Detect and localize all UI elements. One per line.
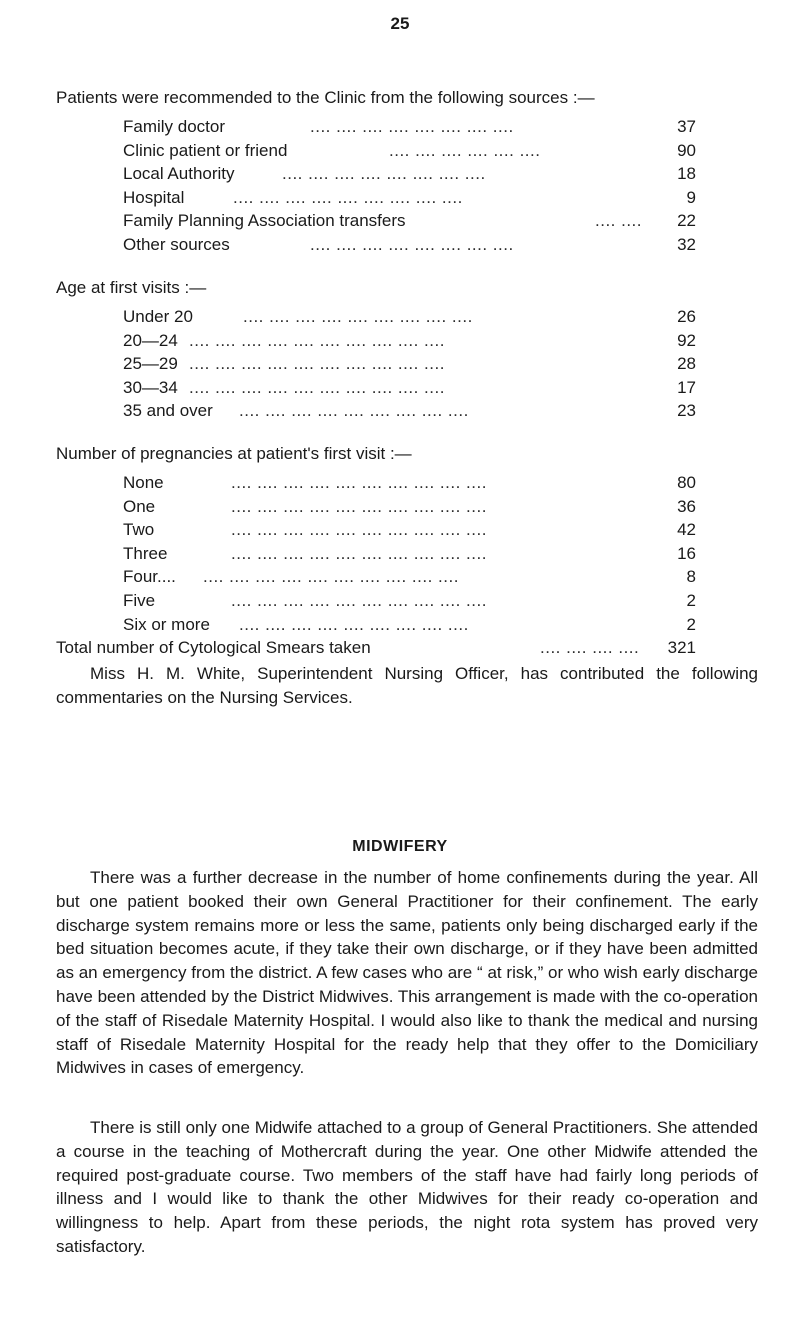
list-item xyxy=(0,353,800,375)
leader-dots: .... .... .... .... .... .... .... .... .... .... xyxy=(231,496,487,516)
list-item xyxy=(0,400,800,422)
item-label: Clinic patient or friend xyxy=(123,140,288,160)
page-number: 25 xyxy=(390,14,410,33)
list-item xyxy=(0,472,800,494)
age-at-first-visit-heading: Age at first visits :— xyxy=(56,278,207,297)
list-item xyxy=(0,234,800,256)
leader-dots: .... .... .... .... .... .... .... .... .... .... xyxy=(231,520,487,540)
commentary-intro: Miss H. M. White, Superintendent Nursing Officer, has contributed the following commentaries on the Nursing Services. xyxy=(56,664,758,707)
leader-dots: .... .... .... .... .... .... .... .... xyxy=(282,164,486,184)
leader-dots: .... .... .... .... .... .... .... .... .... .... xyxy=(231,473,487,492)
item-value: 17 xyxy=(677,377,696,397)
leader-dots: .... .... .... .... .... .... .... .... .... .... xyxy=(231,591,487,610)
item-value: 28 xyxy=(677,354,696,374)
item-label: Five xyxy=(123,591,156,610)
list-item xyxy=(0,210,800,232)
item-value: 16 xyxy=(677,543,696,563)
item-value: 42 xyxy=(677,520,696,540)
list-item xyxy=(0,306,800,328)
midwifery-heading: MIDWIFERY xyxy=(352,838,448,855)
leader-dots: .... .... .... .... .... .... .... .... xyxy=(310,117,514,136)
list-item xyxy=(0,566,800,588)
item-value: 8 xyxy=(686,567,696,587)
midwifery-paragraph-2: There is still only one Midwife attached to a group of General Practitioners. She attended a course in the teaching of Mothercraft during the year. One other Midwife attended the required post-graduate course. Two members of the staff have had fairly long periods of illness and I would like to thank the other Midwives for their ready co-operation and willingness to help. Apart from these periods, the night rota system has proved very satisfactory. xyxy=(56,1118,758,1256)
item-label: Under 20 xyxy=(123,307,193,326)
leader-dots: .... .... .... .... .... .... .... .... .... .... xyxy=(189,377,445,397)
item-value: 80 xyxy=(677,473,696,492)
leader-dots: .... .... .... .... .... .... .... .... .... .... xyxy=(189,354,445,374)
item-label: Six or more xyxy=(123,614,210,634)
item-label: Hospital xyxy=(123,187,185,207)
item-value: 22 xyxy=(677,211,696,231)
item-label: One xyxy=(123,496,156,516)
list-item xyxy=(0,543,800,565)
leader-dots: .... .... .... .... .... .... .... .... .... .... xyxy=(231,543,487,563)
item-label: Family doctor xyxy=(123,117,226,136)
item-value: 32 xyxy=(677,235,696,254)
total-value: 321 xyxy=(667,638,696,658)
item-label: 20—24 xyxy=(123,330,178,350)
list-item xyxy=(0,140,800,162)
pregnancies-heading: Number of pregnancies at patient's first visit :— xyxy=(56,444,412,463)
total-label: Total number of Cytological Smears taken xyxy=(56,638,371,658)
leader-dots: .... .... xyxy=(595,211,643,231)
midwifery-paragraph-1: There was a further decrease in the number of home confinements during the year. All but one patient booked their own General Practitioner for their confinement. The early discharge system remains more or less the same, patients only being discharged early if the bed situation becomes acute, if they take their own discharge, or if they have been admitted as an emergency from the district. A few cases who are “ at risk,” or who wish early discharge have been attended by the District Midwives. This arrangement is made with the co-operation of the staff of Risedale Maternity Hospital. I would also like to thank the medical and nursing staff of Risedale Maternity Hospital for the ready help that they offer to the Domiciliary Midwives in cases of emergency. xyxy=(56,868,758,1078)
leader-dots: .... .... .... .... .... .... .... .... .... xyxy=(243,307,473,326)
item-value: 92 xyxy=(677,330,696,350)
item-value: 18 xyxy=(677,164,696,184)
item-value: 36 xyxy=(677,496,696,516)
list-item xyxy=(0,163,800,185)
item-label: Three xyxy=(123,543,168,563)
item-label: None xyxy=(123,473,164,492)
leader-dots: .... .... .... .... .... .... .... .... .... .... xyxy=(203,567,459,587)
leader-dots: .... .... .... .... .... .... .... .... .... xyxy=(239,614,469,634)
referral-sources-heading: Patients were recommended to the Clinic from the following sources :— xyxy=(56,88,595,107)
item-label: Local Authority xyxy=(123,164,235,184)
leader-dots: .... .... .... .... .... .... .... .... .... xyxy=(239,401,469,421)
item-value: 2 xyxy=(686,591,696,610)
list-item xyxy=(0,330,800,352)
item-value: 2 xyxy=(686,614,696,634)
item-label: 35 and over xyxy=(123,401,213,421)
item-label: Family Planning Association transfers xyxy=(123,211,406,231)
item-value: 37 xyxy=(677,117,696,136)
item-value: 23 xyxy=(677,401,696,421)
leader-dots: .... .... .... .... .... .... .... .... .... xyxy=(233,187,463,207)
leader-dots: .... .... .... .... .... .... .... .... .... .... xyxy=(189,330,445,350)
list-item xyxy=(0,590,800,612)
list-item xyxy=(0,496,800,518)
item-label: 25—29 xyxy=(123,354,178,374)
item-value: 9 xyxy=(686,187,696,207)
item-label: Other sources xyxy=(123,235,230,254)
list-item xyxy=(0,377,800,399)
item-label: Four.... xyxy=(123,567,176,587)
item-value: 26 xyxy=(677,307,696,326)
list-item xyxy=(0,187,800,209)
leader-dots: .... .... .... .... .... .... .... .... xyxy=(310,235,514,254)
item-label: Two xyxy=(123,520,155,540)
total-row xyxy=(0,637,800,659)
leader-dots: .... .... .... .... xyxy=(540,638,640,658)
list-item xyxy=(0,519,800,541)
list-item xyxy=(0,614,800,636)
item-label: 30—34 xyxy=(123,377,178,397)
leader-dots: .... .... .... .... .... .... xyxy=(389,140,541,160)
list-item xyxy=(0,116,800,138)
item-value: 90 xyxy=(677,140,696,160)
